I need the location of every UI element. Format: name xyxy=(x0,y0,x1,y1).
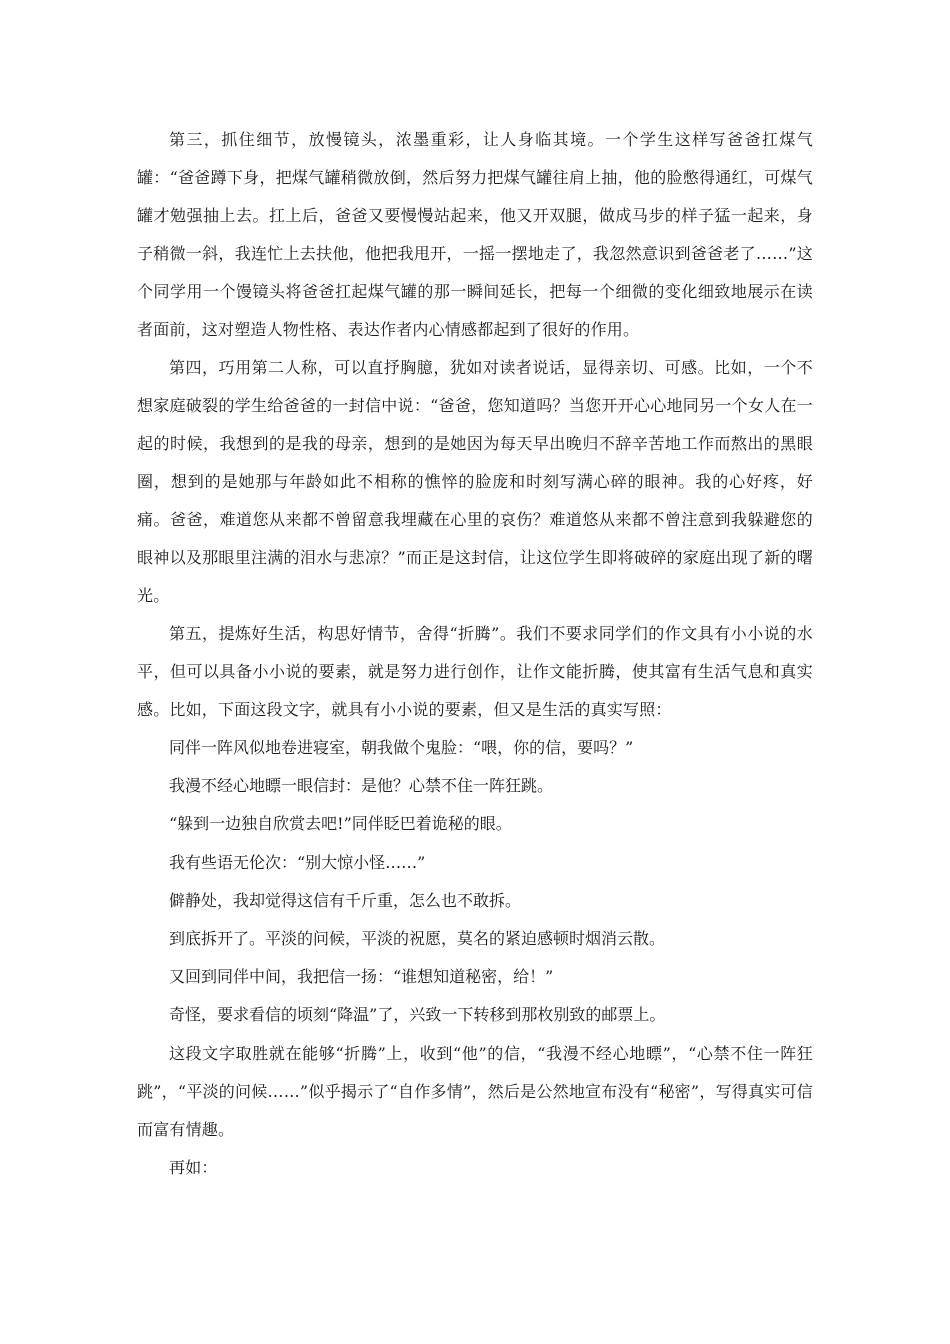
story-line: 奇怪，要求看信的顷刻“降温”了，兴致一下转移到那枚别致的邮票上。 xyxy=(169,1005,666,1025)
paragraph-fourth-point: 第四，巧用第二人称，可以直抒胸臆，犹如对读者说话，显得亲切、可感。比如，一个不想家庭破裂的学生给爸爸的一封信中说：“爸爸，您知道吗？当您开开心心地同另一个女人在一起的时候，我想到的是我的母亲，想到的是她因为每天早出晚归不辞辛苦地工作而熬出的黑眼圈，想到的是她那与年龄如此不相称的憔悴的脸庞和时刻写满心碎的眼神。我的心好疼，好痛。爸爸，难道您从来都不曾留意我埋藏在心里的哀伤？难道悠从来都不曾注意到我躲避您的眼神以及那眼里注满的泪水与悲凉？”而正是这封信，让这位学生即将破碎的家庭出现了新的曙光。 xyxy=(137,358,813,605)
paragraph-fifth-point: 第五，提炼好生活，构思好情节，舍得“折腾”。我们不要求同学们的作文具有小小说的水平，但可以具备小小说的要素，就是努力进行创作，让作文能折腾，使其富有生活气息和真实感。比如，下面这段文字，就具有小小说的要素，但又是生活的真实写照： xyxy=(137,624,813,719)
story-line: “躲到一边独自欣赏去吧!”同伴眨巴着诡秘的眼。 xyxy=(169,814,512,834)
paragraph-closing: 再如： xyxy=(169,1157,218,1177)
story-line: 我漫不经心地瞟一眼信封：是他？心禁不住一阵狂跳。 xyxy=(169,776,554,796)
paragraph-analysis: 这段文字取胜就在能够“折腾”上，收到“他”的信，“我漫不经心地瞟”，“心禁不住一阵狂跳”，“平淡的问候……”似乎揭示了“自作多情”，然后是公然地宣布没有“秘密”，写得真实可信而富有情趣。 xyxy=(137,1043,813,1139)
document-body xyxy=(137,121,813,1187)
story-line: 僻静处，我却觉得这信有千斤重，怎么也不敢拆。 xyxy=(169,890,522,910)
paragraph-third-point: 第三，抓住细节，放慢镜头，浓墨重彩，让人身临其境。一个学生这样写爸爸扛煤气罐：“爸爸蹲下身，把煤气罐稍微放倒，然后努力把煤气罐往肩上抽，他的脸憋得通红，可煤气罐才勉强抽上去。扛上后，爸爸又要慢慢站起来，他又开双腿，做成马步的样子猛一起来，身子稍微一斜，我连忙上去扶他，他把我甩开，一摇一摆地走了，我忽然意识到爸爸老了……”这个同学用一个馒镜头将爸爸扛起煤气罐的那一瞬间延长，把每一个细微的变化细致地展示在读者面前，这对塑造人物性格、表达作者内心情感都起到了很好的作用。 xyxy=(137,130,813,339)
story-line: 同伴一阵风似地卷进寝室，朝我做个鬼脸：“喂，你的信，要吗？” xyxy=(169,738,634,757)
story-line: 我有些语无伦次：“别大惊小怪……” xyxy=(169,852,426,872)
story-line: 到底拆开了。平淡的问候，平淡的祝愿，莫名的紧迫感顿时烟消云散。 xyxy=(169,929,666,949)
story-line: 又回到同伴中间，我把信一扬：“谁想知道秘密，给！” xyxy=(169,967,554,987)
